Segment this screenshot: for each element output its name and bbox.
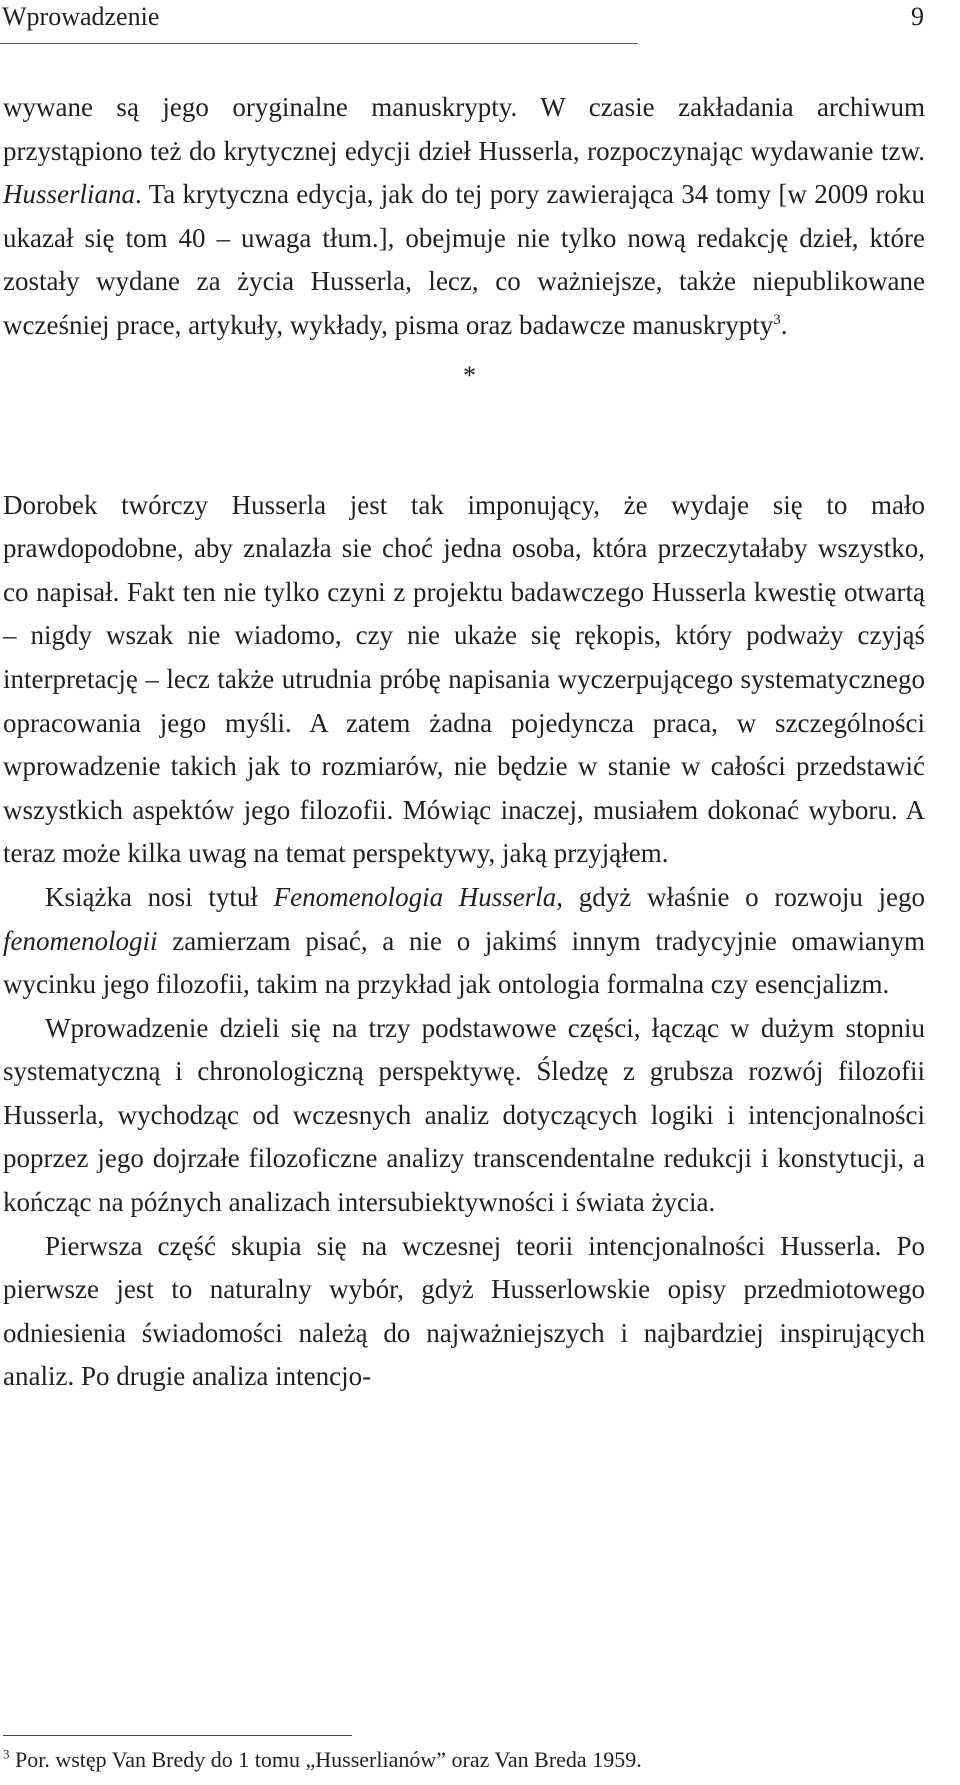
chapter-title: Wprowadzenie bbox=[2, 2, 160, 31]
footnote-text: Por. wstęp Van Bredy do 1 tomu „Husserlianów” oraz Van Breda 1959. bbox=[9, 1747, 642, 1772]
paragraph-1 bbox=[3, 86, 925, 348]
footnote bbox=[3, 1745, 925, 1775]
paragraph-2: Dorobek twórczy Husserla jest tak imponujący, że wydaje się to mało prawdopodobne, aby znalazła sie choć jedna osoba, która przeczytałaby wszystko, co napisał. Fakt ten nie tylko czyni z projektu badawczego Husserla kwestię otwartą – nigdy wszak nie wiadomo, czy nie ukaże się rękopis, który podważy czyjąś interpretację – lecz także utrudnia próbę napisania wyczerpującego systematycznego opracowania jego myśli. A zatem żadna pojedyncza praca, w szczególności wprowadzenie takich jak to rozmiarów, nie będzie w stanie w całości przedstawić wszystkich aspektów jego filozofii. Mówiąc inaczej, musiałem dokonać wyboru. A teraz może kilka uwag na temat perspektywy, jaką przyjąłem. bbox=[3, 489, 925, 869]
paragraph-1-text-b: . Ta krytyczna edycja, jak do tej pory zawierająca 34 tomy [w 2009 roku ukazał się tom 40 – uwaga tłum.], obejmuje nie tylko nową redakcję dzieł, które zostały wydane za życia Husserla, lecz, co ważniejsze, także niepublikowane wcześniej prace, artykuły, wykłady, pisma oraz badawcze manuskrypty bbox=[3, 179, 925, 340]
paragraph-1-text-a: wywane są jego oryginalne manuskrypty. W czasie zakładania archiwum przystąpiono też do krytycznej edycji dzieł Husserla, rozpoczynając wydawanie tzw. bbox=[3, 92, 925, 166]
section-separator bbox=[3, 348, 925, 484]
emphasis-fenomenologii: fenomenologii bbox=[3, 925, 158, 956]
paragraph-5: Pierwsza część skupia się na wczesnej teorii intencjonalności Husserla. Po pierwsze jest to naturalny wybór, gdyż Husserlowskie opisy przedmiotowego odniesienia świadomości należą do najważniejszych i najbardziej inspirujących analiz. Po drugie analiza intencjo- bbox=[3, 1230, 925, 1392]
header-rule bbox=[0, 43, 638, 44]
paragraph-3-text-b: , gdyż właśnie o rozwoju jego bbox=[556, 881, 926, 912]
emphasis-husserliana: Husserliana bbox=[3, 179, 136, 210]
paragraph-3 bbox=[3, 876, 925, 1007]
paragraph-3-text-c: zamierzam pisać, a nie o jakimś innym tradycyjnie omawianym wycinku jego filozofii, takim na przykład jak ontologia formalna czy esencjalizm. bbox=[3, 925, 925, 1000]
paragraph-3-text-a: Książka nosi tytuł bbox=[45, 881, 274, 912]
emphasis-book-title: Fenomenologia Husserla bbox=[273, 881, 557, 912]
paragraph-4: Wprowadzenie dzieli się na trzy podstawowe części, łącząc w dużym stopniu systematyczną i chronologiczną perspektywę. Śledzę z grubsza rozwój filozofii Husserla, wychodząc od wczesnych analiz dotyczących logiki i intencjonalności poprzez jego dojrzałe filozoficzne analizy transcendentalne redukcji i konstytucji, a kończąc na późnych analizach intersubiektywności i świata życia. bbox=[3, 1012, 925, 1218]
page-number: 9 bbox=[911, 2, 924, 31]
footnote-marker[interactable]: 3 bbox=[773, 311, 781, 328]
paragraph-1-text-c: . bbox=[780, 309, 788, 340]
body-text bbox=[3, 86, 925, 1399]
footnote-number: 3 bbox=[3, 1746, 10, 1762]
footnote-rule bbox=[3, 1735, 352, 1736]
asterisk-separator: * bbox=[463, 360, 476, 390]
